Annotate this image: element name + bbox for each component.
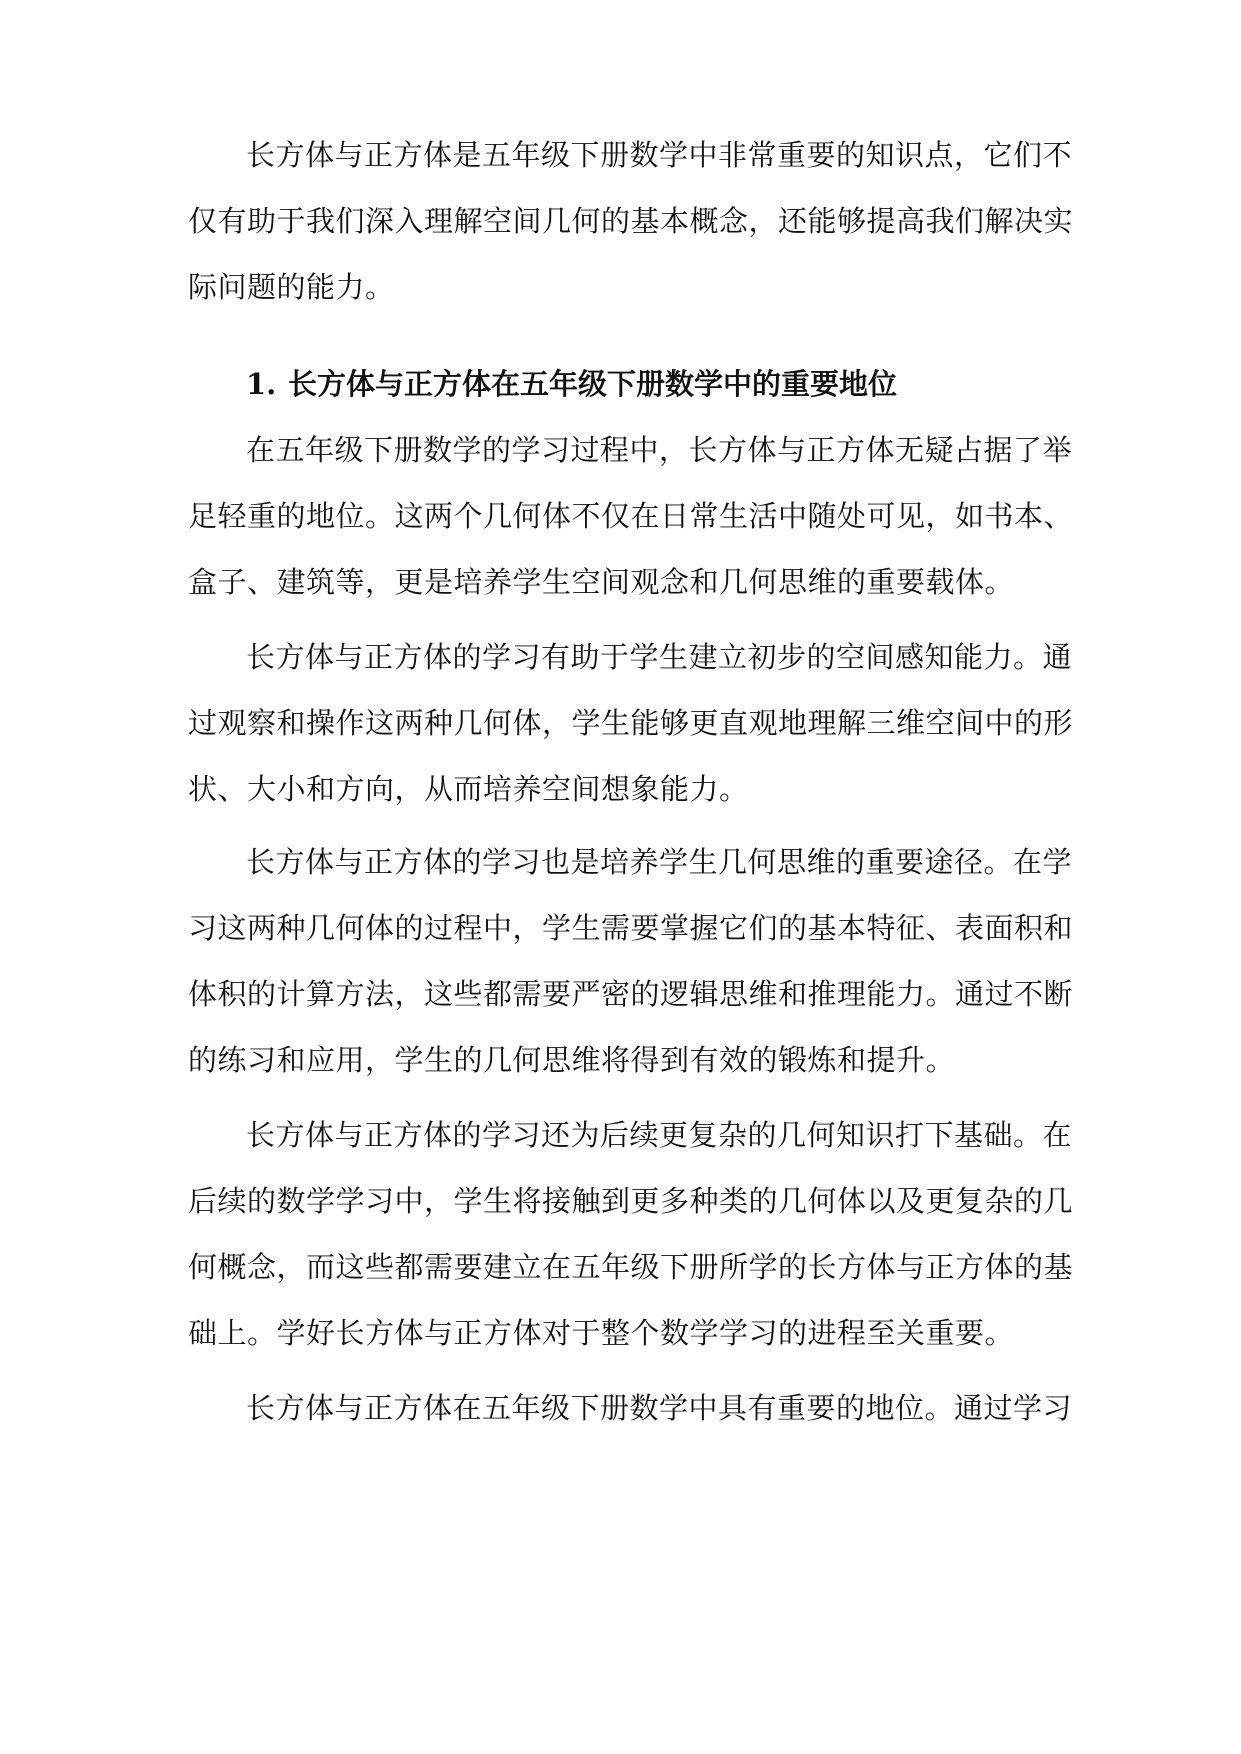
intro-line-3: 际问题的能力。 <box>188 270 395 304</box>
paragraph-5-line-1: 长方体与正方体在五年级下册数学中具有重要的地位。通过学习 <box>246 1391 1073 1425</box>
section-heading <box>246 366 897 402</box>
section-title: 长方体与正方体在五年级下册数学中的重要地位 <box>288 367 898 401</box>
paragraph-4-line-4: 础上。学好长方体与正方体对于整个数学学习的进程至关重要。 <box>188 1316 1015 1350</box>
paragraph-3-line-2: 习这两种几何体的过程中，学生需要掌握它们的基本特征、表面积和 <box>188 911 1074 945</box>
paragraph-4-line-3: 何概念，而这些都需要建立在五年级下册所学的长方体与正方体的基 <box>188 1250 1074 1284</box>
section-number: 1. <box>246 367 277 401</box>
paragraph-3-line-4: 的练习和应用，学生的几何思维将得到有效的锻炼和提升。 <box>188 1043 956 1077</box>
paragraph-2-line-1: 长方体与正方体的学习有助于学生建立初步的空间感知能力。通 <box>246 640 1073 674</box>
paragraph-4-line-2: 后续的数学学习中，学生将接触到更多种类的几何体以及更复杂的几 <box>188 1184 1074 1218</box>
paragraph-3-line-1: 长方体与正方体的学习也是培养学生几何思维的重要途径。在学 <box>246 845 1073 879</box>
paragraph-1-line-1: 在五年级下册数学的学习过程中，长方体与正方体无疑占据了举 <box>246 433 1073 467</box>
paragraph-1-line-2: 足轻重的地位。这两个几何体不仅在日常生活中随处可见，如书本、 <box>188 499 1074 533</box>
intro-line-2: 仅有助于我们深入理解空间几何的基本概念，还能够提高我们解决实 <box>188 204 1074 238</box>
intro-line-1: 长方体与正方体是五年级下册数学中非常重要的知识点，它们不 <box>246 138 1073 172</box>
paragraph-2-line-3: 状、大小和方向，从而培养空间想象能力。 <box>188 772 749 806</box>
paragraph-3-line-3: 体积的计算方法，这些都需要严密的逻辑思维和推理能力。通过不断 <box>188 977 1074 1011</box>
paragraph-1-line-3: 盒子、建筑等，更是培养学生空间观念和几何思维的重要载体。 <box>188 565 1015 599</box>
paragraph-2-line-2: 过观察和操作这两种几何体，学生能够更直观地理解三维空间中的形 <box>188 706 1074 740</box>
paragraph-4-line-1: 长方体与正方体的学习还为后续更复杂的几何知识打下基础。在 <box>246 1118 1073 1152</box>
